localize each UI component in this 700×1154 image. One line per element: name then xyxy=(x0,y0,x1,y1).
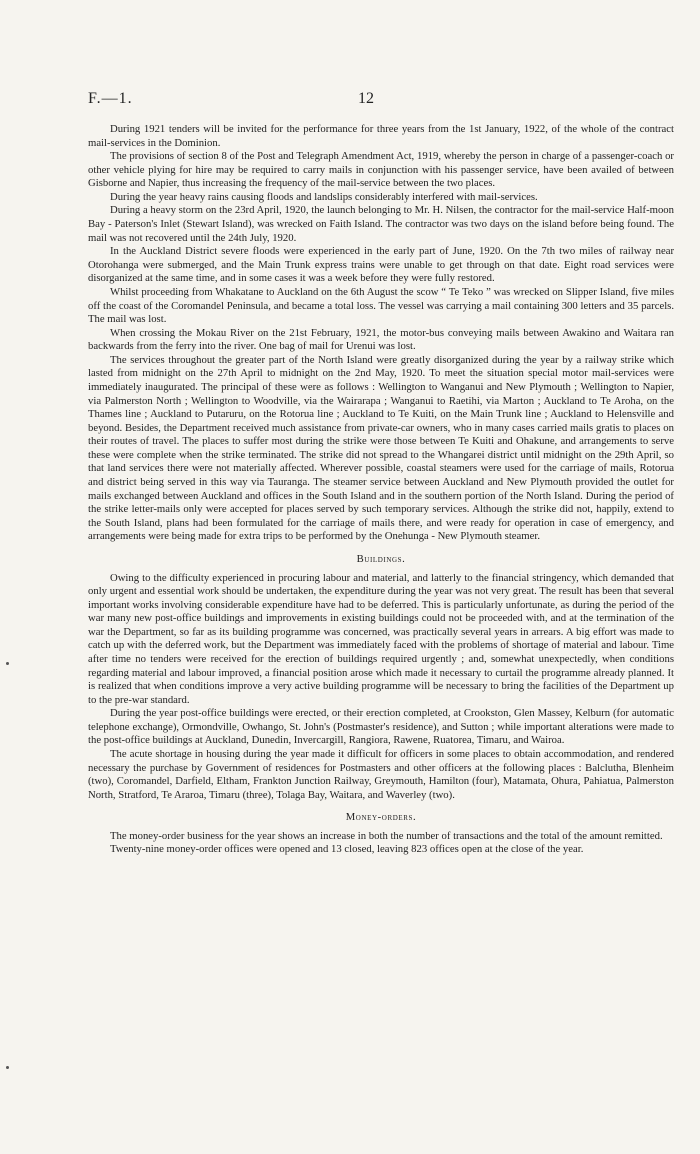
margin-mark xyxy=(6,1066,9,1069)
document-reference: F.—1. xyxy=(88,90,133,107)
paragraph: In the Auckland District severe floods were experienced in the early part of June, 1920. On the 7th two miles of railway near Otorohanga were submerged, and the Main Trunk express trains were unable to get through on that date. Eight road services were disorganized at the same time, and in some cases it was a week before they were fully restored. xyxy=(88,245,674,285)
paragraph: The provisions of section 8 of the Post and Telegraph Amendment Act, 1919, whereby the person in charge of a passenger-coach or other vehicle plying for hire may be required to carry mails in conjunction with his passenger service, have been availed of between Gisborne and Napier, thus increasing the frequency of the mail-service between the two places. xyxy=(88,150,674,190)
page-number: 12 xyxy=(358,90,374,107)
page-header xyxy=(88,90,670,110)
margin-mark xyxy=(6,662,9,665)
section-heading-money-orders: Money-orders. xyxy=(345,811,417,824)
paragraph: During the year post-office buildings were erected, or their erection completed, at Crookston, Glen Massey, Kelburn (for automatic telephone exchange), Ormondville, Owhango, St. John's (Postmaster's residence), and Sutton ; while important alterations were made to the post-office buildings at Auckland, Dunedin, Invercargill, Rangiora, Rawene, Ruatorea, Timaru, and Wairoa. xyxy=(88,707,674,747)
paragraph: During 1921 tenders will be invited for the performance for three years from the 1st January, 1922, of the whole of the contract mail-services in the Dominion. xyxy=(88,123,674,149)
paragraph: During a heavy storm on the 23rd April, 1920, the launch belonging to Mr. H. Nilsen, the contractor for the mail-service Half-moon Bay - Paterson's Inlet (Stewart Island), was wrecked on Faith Island. The contractor was two days on the island before being found. The mail was not recovered until the 24th July, 1920. xyxy=(88,204,674,244)
paragraph: Owing to the difficulty experienced in procuring labour and material, and latterly to the financial stringency, which demanded that only urgent and essential work should be undertaken, the expenditure during the year was not very great. The result has been that several important works involving considerable expenditure have had to be deferred. This is particularly unfortunate, as during the period of the war many new post-office buildings and improvements in existing buildings could not be proceeded with, and at the termination of the war the Department, so far as its building programme was concerned, was practically several years in arrears. A big effort was made to catch up with the deferred work, but the Department was immediately faced with the problems of shortage of material and labour. Time after time no tenders were received for the erection of buildings required urgently ; and, somewhat unexpectedly, when conditions regarding material and labour improved, a financial position arose which made it necessary to curtail the programme already planned. It is realized that when conditions improve a very active building programme will be necessary to bring the facilities of the Department up to the pre-war standard. xyxy=(88,571,674,706)
paragraph: The money-order business for the year shows an increase in both the number of transactions and the total of the amount remitted. xyxy=(110,829,663,842)
paragraph: During the year heavy rains causing floods and landslips considerably interfered with mail-services. xyxy=(110,190,538,203)
paragraph: Twenty-nine money-order offices were opened and 13 closed, leaving 823 offices open at the close of the year. xyxy=(110,843,584,856)
page-body xyxy=(88,123,674,857)
paragraph: Whilst proceeding from Whakatane to Auckland on the 6th August the scow “ Te Teko ” was wrecked on Slipper Island, five miles off the coast of the Coromandel Peninsula, and became a total loss. The vessel was carrying a mail containing 300 letters and 35 parcels. The mail was lost. xyxy=(88,285,674,326)
paragraph: When crossing the Mokau River on the 21st February, 1921, the motor-bus conveying mails between Awakino and Waitara ran backwards from the ferry into the river. One bag of mail for Urenui was lost. xyxy=(88,326,674,353)
paragraph: The services throughout the greater part of the North Island were greatly disorganized during the year by a railway strike which lasted from midnight on the 27th April to midnight on the 2nd May, 1920. To meet the situation special motor mail-services were immediately inaugurated. The principal of these were as follows : Wellington to Wanganui and New Plymouth ; Wellington to Napier, via Palmerston North ; Wellington to Woodville, via the Wairarapa ; Wanganui to Raetihi, via Marton ; Auckland to Te Aroha, on the Thames line ; Auckland to Putaruru, on the Rotorua line ; Auckland to Te Kuiti, on the Main Trunk line ; Auckland to Helensville and beyond. Besides, the Department received much assistance from private-car owners, who in many cases carried mails gratis to places on their routes of travel. The places to suffer most during the strike were those between Te Kuiti and Ohakune, and arrangements to serve these were complete when the strike terminated. The strike did not spread to the Whangarei district until midnight on the 29th April, so that land services there were not materially affected. Wherever possible, coastal steamers were used for the carriage of mails, Rotorua and district being served in this way via Tauranga. The steamer service between Auckland and New Plymouth provided the outlet for mails exchanged between Auckland and offices in the South Island and in the southern portion of the North Island. During the period of the strike letter-mails only were accepted for places served by such temporary services. Although the strike did not, happily, extend to the South Island, plans had been formulated for the carriage of mails there, and were ready for operation in case of emergency, and arrangements were being made for extra trips to be performed by the Onehunga - New Plymouth steamer. xyxy=(88,353,674,543)
section-heading-buildings: Buildings. xyxy=(356,552,406,565)
paragraph: The acute shortage in housing during the year made it difficult for officers in some places to obtain accommodation, and rendered necessary the purchase by Government of residences for Postmasters and other officers at the following places : Balclutha, Blenheim (two), Coromandel, Darfield, Eltham, Frankton Junction Railway, Greymouth, Hamilton (four), Matamata, Ohura, Pahiatua, Palmerston North, Stratford, Te Araroa, Timaru (three), Tolaga Bay, Waitara, and Waverley (two). xyxy=(88,748,674,801)
